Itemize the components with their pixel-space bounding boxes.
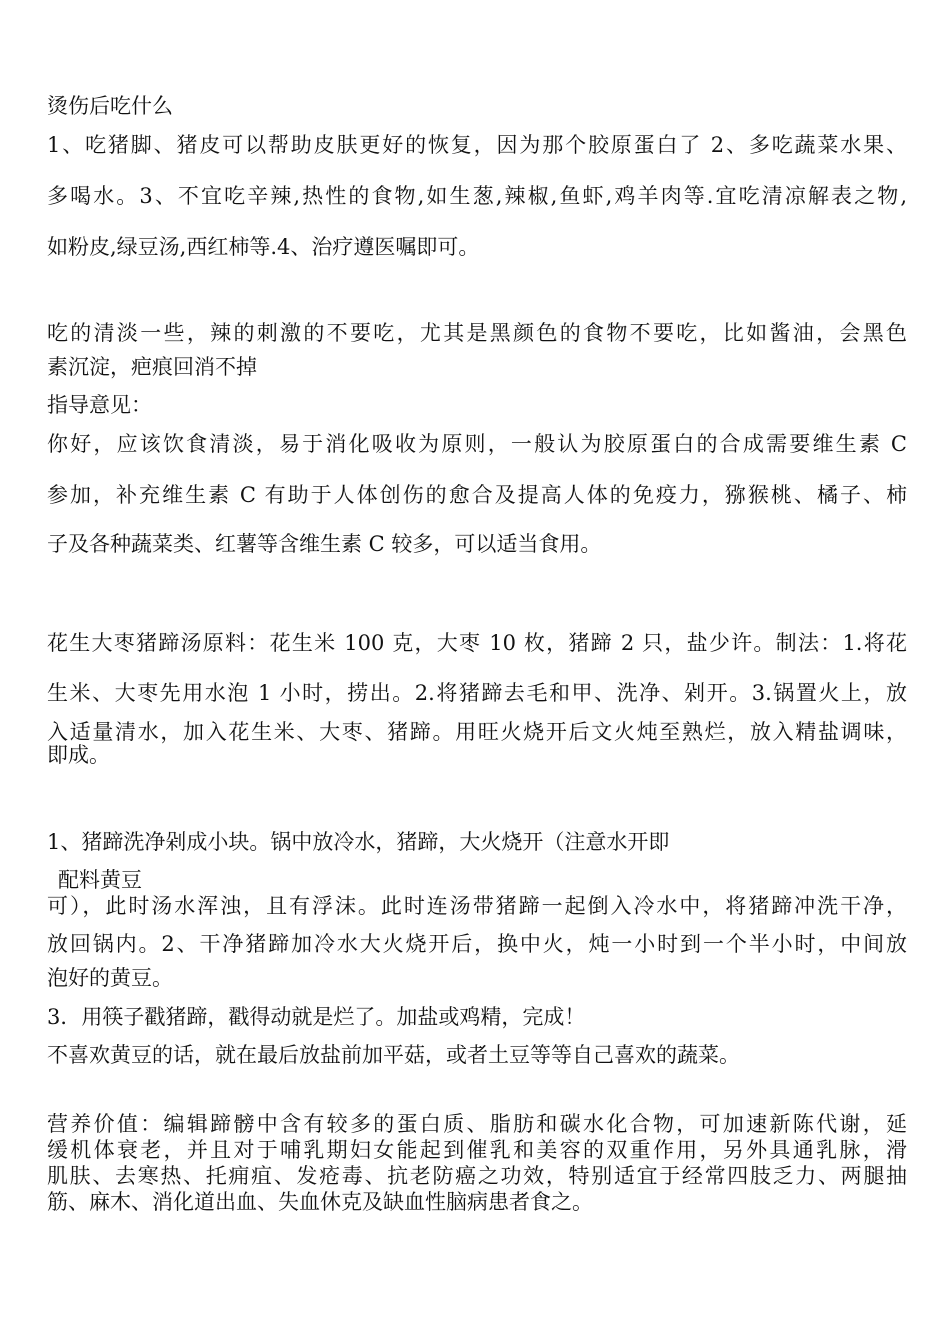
section-heading: 指导意见： [47, 393, 152, 417]
paragraph-line: 如粉皮,绿豆汤,西红柿等.4、治疗遵医嘱即可。 [47, 235, 480, 259]
paragraph-line: 1、吃猪脚、猪皮可以帮助皮肤更好的恢复，因为那个胶原蛋白了 2、多吃蔬菜水果、 [47, 133, 907, 157]
paragraph-line: 生米、大枣先用水泡 1 小时，捞出。2.将猪蹄去毛和甲、洗净、剁开。3.锅置火上，放 [47, 681, 907, 705]
ingredient-label: 配料黄豆 [58, 868, 142, 892]
paragraph-line: 缓机体衰老，并且对于哺乳期妇女能起到催乳和美容的双重作用，另外具通乳脉，滑 [47, 1138, 907, 1162]
paragraph-line: 子及各种蔬菜类、红薯等含维生素 C 较多，可以适当食用。 [47, 532, 602, 556]
paragraph-line: 不喜欢黄豆的话，就在最后放盐前加平菇，或者土豆等等自己喜欢的蔬菜。 [47, 1043, 740, 1067]
paragraph-line: 放回锅内。2、干净猪蹄加冷水大火烧开后，换中火，炖一小时到一个半小时，中间放 [47, 932, 907, 956]
paragraph-line: 吃的清淡一些，辣的刺激的不要吃，尤其是黑颜色的食物不要吃，比如酱油，会黑色 [47, 321, 907, 345]
paragraph-line: 花生大枣猪蹄汤原料：花生米 100 克，大枣 10 枚，猪蹄 2 只，盐少许。制法：1.将花 [47, 631, 907, 655]
paragraph-line: 素沉淀，疤痕回消不掉 [47, 355, 257, 379]
paragraph-line: 多喝水。3、不宜吃辛辣,热性的食物,如生葱,辣椒,鱼虾,鸡羊肉等.宜吃清凉解表之物, [47, 184, 907, 208]
paragraph-line: 1、猪蹄洗净剁成小块。锅中放冷水，猪蹄，大火烧开（注意水开即 [47, 830, 670, 854]
document-title: 烫伤后吃什么 [47, 94, 173, 118]
paragraph-line: 筋、麻木、消化道出血、失血休克及缺血性脑病患者食之。 [47, 1190, 593, 1214]
paragraph-line: 3．用筷子戳猪蹄，戳得动就是烂了。加盐或鸡精，完成！ [47, 1005, 586, 1029]
paragraph-line: 参加，补充维生素 C 有助于人体创伤的愈合及提高人体的免疫力，猕猴桃、橘子、柿 [47, 483, 907, 507]
paragraph-line: 肌肤、去寒热、托痈疽、发疮毒、抗老防癌之功效，特别适宜于经常四肢乏力、两腿抽 [47, 1164, 907, 1188]
paragraph-line: 泡好的黄豆。 [47, 966, 173, 990]
paragraph-line: 即成。 [47, 743, 110, 767]
paragraph-line: 入适量清水，加入花生米、大枣、猪蹄。用旺火烧开后文火炖至熟烂，放入精盐调味， [47, 720, 907, 744]
paragraph-line: 你好，应该饮食清淡，易于消化吸收为原则，一般认为胶原蛋白的合成需要维生素 C [47, 432, 907, 456]
paragraph-line: 营养价值：编辑蹄髈中含有较多的蛋白质、脂肪和碳水化合物，可加速新陈代谢，延 [47, 1112, 907, 1136]
paragraph-line: 可），此时汤水浑浊，且有浮沫。此时连汤带猪蹄一起倒入冷水中，将猪蹄冲洗干净， [47, 894, 907, 918]
